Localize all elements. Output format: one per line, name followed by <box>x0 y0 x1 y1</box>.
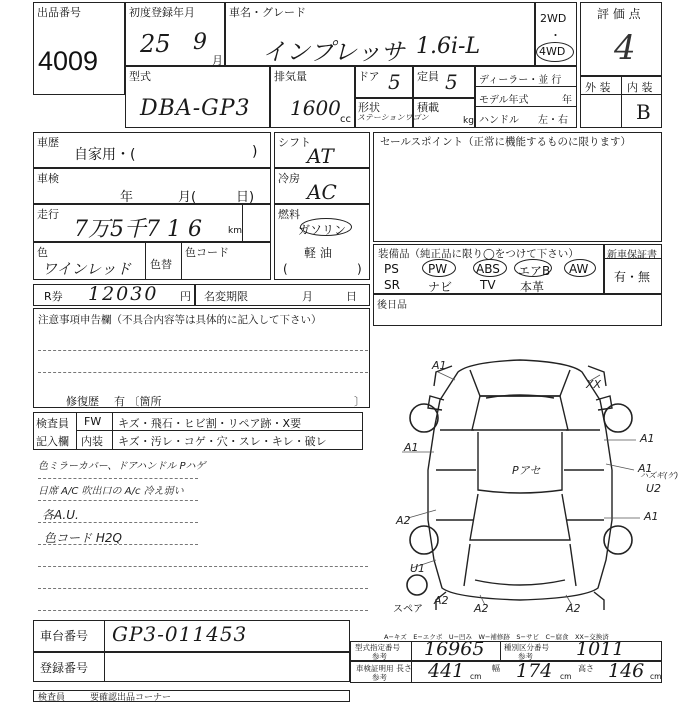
cat-sub: 参考 <box>518 652 533 661</box>
lot-number: 4009 <box>38 46 99 76</box>
chassis-label: 車台番号 <box>40 629 89 643</box>
dealer-label: ディーラー・並 行 <box>479 75 562 86</box>
history-close: ) <box>252 144 258 160</box>
drive-2wd: 2WD <box>540 12 567 25</box>
kg-unit: kg <box>463 116 474 126</box>
name-change-month: 月 <box>302 290 313 303</box>
doors: 5 <box>388 70 401 94</box>
repaint-label: 色替 <box>150 258 172 271</box>
model-year-label: モデル年式 <box>479 95 529 106</box>
later-docs-label: 後日品 <box>377 300 407 311</box>
height-unit: cm <box>650 672 662 681</box>
interior-value: B <box>636 100 651 124</box>
repair-value: 有 〔箇所 <box>114 395 162 408</box>
handle-options: 左・右 <box>538 115 568 126</box>
equip-aw: AW <box>569 262 589 276</box>
color-code-label: 色コード <box>185 246 229 259</box>
equip-airbag: エアB <box>518 264 551 278</box>
length-label: 長さ <box>396 664 412 673</box>
model-code-label: 型式 <box>129 70 151 83</box>
inspector-note-4: 色コード H2Q <box>44 531 122 545</box>
recycle-label: R券 <box>44 290 63 303</box>
mark-front-right: XX <box>586 378 602 391</box>
equip-sr: SR <box>384 278 400 292</box>
repair-label: 修復歴 <box>66 395 99 408</box>
inspector-label2: 記入欄 <box>36 435 69 448</box>
model-name: インプレッサ <box>262 38 405 66</box>
ac-label: 冷房 <box>278 172 300 185</box>
interior-label: 内 装 <box>627 81 653 94</box>
grade: 1.6i-L <box>416 34 481 59</box>
color-value: ワインレッド <box>42 260 132 278</box>
mark-front-left: A1 <box>432 359 447 372</box>
inspector-label1: 検査員 <box>36 417 69 430</box>
mark-side-note: ハズギ(ゲ) <box>640 471 679 480</box>
bottom-label: 検査員 <box>38 693 66 703</box>
warranty-label: 新車保証書 <box>607 250 657 261</box>
displacement-label: 排気量 <box>274 70 307 83</box>
width-value: 174 <box>516 660 553 682</box>
bottom-note: 要確認出品コーナー <box>90 693 172 703</box>
shape: ステーションワゴン <box>357 113 429 122</box>
recycle-yen: 円 <box>180 290 191 303</box>
repair-close: 〕 <box>354 395 365 408</box>
drive-dot: ・ <box>550 29 561 42</box>
type-no-label: 型式指定番号 <box>355 643 400 652</box>
shaken-label: 車検 <box>37 172 59 185</box>
recycle-value: 12030 <box>88 283 159 305</box>
handle-label: ハンドル <box>479 115 519 126</box>
cc-unit: cc <box>340 114 351 125</box>
width-label: 幅 <box>492 664 500 673</box>
cat-label: 種別区分番号 <box>504 643 549 652</box>
mark-rear-left-2: A2 <box>434 594 449 607</box>
shaken-month: 月( <box>178 190 197 205</box>
first-reg-label: 初度登録年月 <box>129 6 195 19</box>
length-value: 441 <box>428 660 465 682</box>
exterior-label: 外 装 <box>585 81 611 94</box>
shape-label: 形状 <box>358 101 380 114</box>
equip-tv: TV <box>480 278 496 292</box>
inspector-interior: 内装 <box>81 435 103 448</box>
mark-center: Pアセ <box>512 464 541 477</box>
inspector-note-2: 日席 A/C 吹出口の A/c 冷え弱い <box>38 486 184 497</box>
mark-right-rear: A1 <box>644 510 659 523</box>
fuel-label: 燃料 <box>278 208 300 221</box>
name-change-day: 日 <box>346 290 357 303</box>
mark-rear-right: A2 <box>566 602 581 615</box>
month-unit: 月 <box>212 54 223 67</box>
mark-rear-center: A2 <box>474 602 489 615</box>
mark-left-door: A1 <box>404 441 419 454</box>
equip-ps: PS <box>384 262 399 276</box>
capacity: 5 <box>445 70 458 94</box>
first-reg-month: 9 <box>193 30 207 55</box>
fuel-gasoline: ガソリン <box>298 223 347 237</box>
height-value: 146 <box>608 660 645 682</box>
inspector-fw: FW <box>84 415 102 428</box>
notes-label: 注意事項申告欄（不具合内容等は具体的に記入して下さい） <box>38 314 322 326</box>
inspector-row1: キズ・飛石・ヒビ割・リペア跡・X要 <box>118 417 302 430</box>
shaken-year: 年 <box>120 190 134 205</box>
inspector-row2: キズ・汚レ・コゲ・穴・スレ・キレ・破レ <box>118 435 327 448</box>
mark-left-rear: A2 <box>396 514 411 527</box>
km-unit: km <box>228 226 242 236</box>
name-change-label: 名変期限 <box>204 290 248 303</box>
equip-leather: 本革 <box>520 280 545 294</box>
type-no-sub: 参考 <box>372 652 387 661</box>
shaken-day: 日) <box>236 190 255 205</box>
equip-pw: PW <box>428 262 448 276</box>
mileage-value: 7万5千7 1 6 <box>74 217 202 242</box>
reg-label: 登録番号 <box>40 661 89 675</box>
drive-4wd: 4WD <box>539 45 566 58</box>
equipment-label: 装備品（純正品に限り◯をつけて下さい） <box>378 248 579 260</box>
width-unit: cm <box>560 672 572 681</box>
capacity-label: 定員 <box>417 70 439 83</box>
mark-right-door-1: A1 <box>640 432 655 445</box>
cat-value: 1011 <box>576 638 625 660</box>
length-unit: cm <box>470 672 482 681</box>
shift-value: AT <box>307 144 334 168</box>
spare-label: スペア <box>393 604 423 615</box>
type-no-value: 16965 <box>424 638 485 660</box>
displacement: 1600 <box>290 96 341 120</box>
shift-label: シフト <box>278 136 311 149</box>
height-label: 高さ <box>578 664 594 673</box>
fuel-paren-open: ( <box>283 262 288 276</box>
diagram-legend: A−キズ E−エクボ U−凹み W−補修跡 S−サビ C−腐食 XX−交換済 <box>384 633 609 641</box>
mark-right-u2: U2 <box>646 482 662 495</box>
fuel-diesel: 軽 油 <box>304 246 332 260</box>
score-value: 4 <box>614 28 636 68</box>
sales-point-label: セールスポイント（正常に機能するものに限ります） <box>380 136 632 148</box>
mark-left-u1: U1 <box>410 562 426 575</box>
mileage-label: 走行 <box>37 208 59 221</box>
chassis-value: GP3-011453 <box>112 622 248 646</box>
first-reg-year: 25 <box>140 30 171 58</box>
equip-abs: ABS <box>476 262 500 276</box>
mark-right-door-2: A1 <box>638 462 653 475</box>
inspector-note-3: 各A.U. <box>42 508 79 522</box>
history-label: 車歴 <box>37 136 59 149</box>
year-unit: 年 <box>562 95 572 106</box>
warranty-options: 有・無 <box>614 270 651 284</box>
color-label: 色 <box>37 246 48 259</box>
doors-label: ドア <box>358 70 380 83</box>
model-code: DBA-GP3 <box>140 96 251 121</box>
cert-sub: 参考 <box>372 673 387 682</box>
fuel-paren-close: ) <box>357 262 362 276</box>
name-grade-label: 車名・グレード <box>229 6 306 19</box>
load-label: 積載 <box>417 101 439 114</box>
cert-label: 車検証明用 <box>356 664 394 673</box>
equip-navi: ナビ <box>428 280 453 294</box>
inspector-note-1: 色ミラーカバー、ドアハンドル Pハゲ <box>38 461 206 472</box>
history-value: 自家用・( <box>74 147 136 163</box>
lot-label: 出品番号 <box>37 6 81 19</box>
score-label: 評 価 点 <box>597 7 641 21</box>
ac-value: AC <box>307 180 337 204</box>
